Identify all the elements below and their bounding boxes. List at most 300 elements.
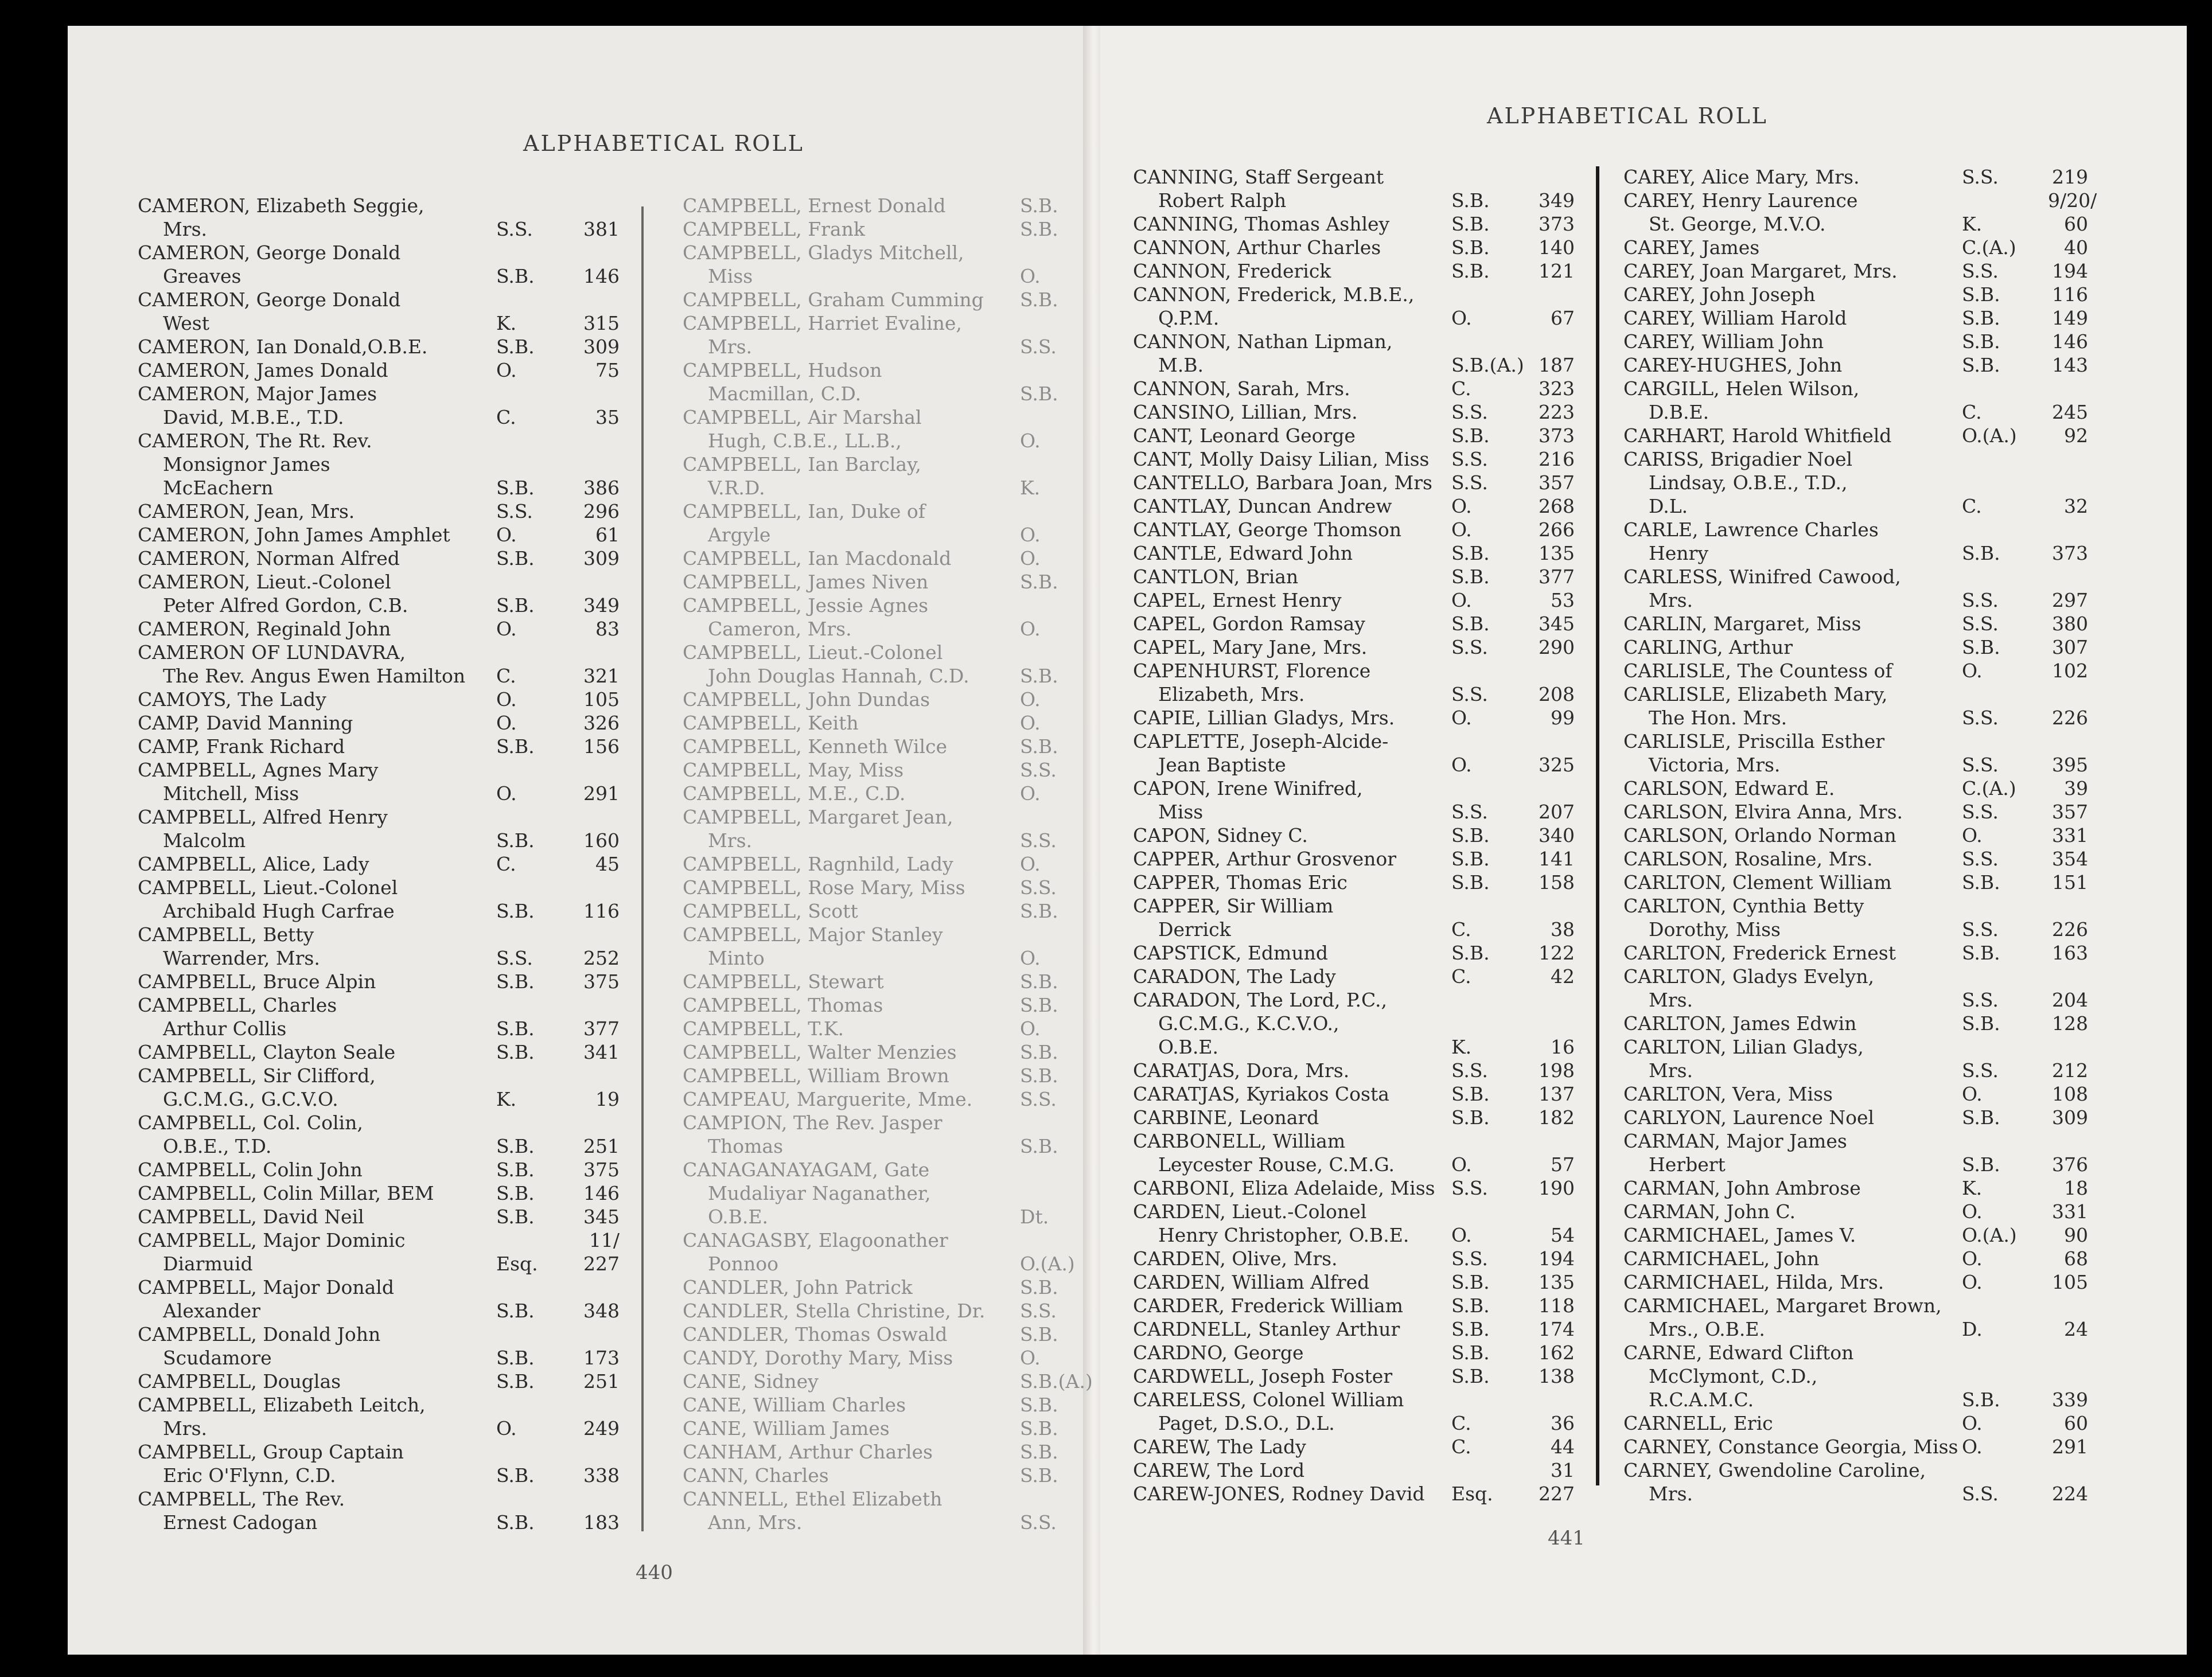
entry-name: Elizabeth, Mrs. bbox=[1158, 683, 1305, 705]
entry-name: CANNON, Frederick, M.B.E., bbox=[1133, 283, 1415, 306]
right-page-header: ALPHABETICAL ROLL bbox=[1487, 103, 1768, 128]
entry-name: John Douglas Hannah, C.D. bbox=[708, 665, 969, 687]
entry-name: Arthur Collis bbox=[163, 1017, 287, 1040]
entry-page-ref: 75 bbox=[595, 359, 620, 381]
entry-page-ref: 9/20/ bbox=[2048, 189, 2097, 212]
entry-page-ref: 16 bbox=[1551, 1036, 1575, 1058]
roll-entry-line bbox=[1133, 212, 1603, 236]
roll-entry-line bbox=[1133, 635, 1603, 659]
roll-entry-line bbox=[683, 993, 1078, 1017]
entry-name: CANNON, Frederick bbox=[1133, 260, 1331, 282]
entry-page-ref: 54 bbox=[1551, 1224, 1575, 1246]
right-column-1 bbox=[1133, 165, 1603, 1506]
entry-name: CARMICHAEL, Margaret Brown, bbox=[1623, 1294, 1942, 1317]
roll-entry-line bbox=[138, 1464, 620, 1487]
roll-entry-line bbox=[138, 1205, 620, 1228]
roll-entry-line bbox=[1133, 1012, 1603, 1035]
entry-page-ref: 44 bbox=[1551, 1436, 1575, 1458]
entry-award-code: S.S. bbox=[1020, 1088, 1057, 1110]
entry-name: CAMPBELL, James Niven bbox=[683, 571, 929, 593]
entry-name: CAMPBELL, Sir Clifford, bbox=[138, 1064, 376, 1087]
entry-award-code: Dt. bbox=[1020, 1206, 1049, 1228]
entry-name: CARGILL, Helen Wilson, bbox=[1623, 377, 1860, 400]
entry-name: CANNING, Thomas Ashley bbox=[1133, 213, 1390, 235]
entry-name: CAMP, David Manning bbox=[138, 712, 353, 734]
entry-award-code: S.S. bbox=[1451, 636, 1488, 658]
entry-page-ref: 11/ bbox=[589, 1229, 620, 1251]
entry-page-ref: 373 bbox=[2052, 542, 2088, 564]
entry-name: CAPIE, Lillian Gladys, Mrs. bbox=[1133, 707, 1395, 729]
roll-entry-line bbox=[138, 429, 620, 453]
entry-award-code: O. bbox=[1020, 524, 1041, 546]
entry-page-ref: 99 bbox=[1551, 707, 1575, 729]
entry-name: Mrs. bbox=[163, 218, 207, 240]
roll-entry-line bbox=[1133, 1106, 1603, 1129]
roll-entry-line bbox=[683, 899, 1078, 923]
entry-award-code: S.S. bbox=[1451, 1059, 1488, 1082]
roll-entry-line bbox=[1623, 941, 2111, 965]
roll-entry-line bbox=[138, 688, 620, 711]
entry-name: CAMPEAU, Marguerite, Mme. bbox=[683, 1088, 973, 1110]
entry-name: CARNELL, Eric bbox=[1623, 1412, 1773, 1434]
entry-award-code: S.B. bbox=[1020, 1417, 1058, 1440]
entry-page-ref: 325 bbox=[1539, 754, 1575, 776]
entry-page-ref: 348 bbox=[583, 1300, 620, 1322]
entry-name: CAMPBELL, Kenneth Wilce bbox=[683, 735, 948, 758]
entry-name: Henry Christopher, O.B.E. bbox=[1158, 1224, 1409, 1246]
entry-name: D.B.E. bbox=[1649, 401, 1709, 423]
entry-name: CAPPER, Arthur Grosvenor bbox=[1133, 848, 1397, 870]
entry-name: CAREY, Joan Margaret, Mrs. bbox=[1623, 260, 1898, 282]
roll-entry-line bbox=[1623, 1411, 2111, 1435]
entry-page-ref: 174 bbox=[1539, 1318, 1575, 1340]
roll-entry-line bbox=[1623, 541, 2111, 565]
roll-entry-line bbox=[138, 617, 620, 641]
roll-entry-line bbox=[1133, 777, 1603, 800]
entry-name: CAMERON, John James Amphlet bbox=[138, 524, 450, 546]
entry-page-ref: 35 bbox=[595, 406, 620, 428]
entry-name: Mrs. bbox=[1649, 1059, 1693, 1082]
entry-name: CAMPBELL, The Rev. bbox=[138, 1488, 345, 1510]
entry-page-ref: 36 bbox=[1551, 1412, 1575, 1434]
entry-award-code: S.B. bbox=[1962, 1012, 2000, 1035]
entry-page-ref: 57 bbox=[1551, 1153, 1575, 1176]
entry-award-code: S.B. bbox=[496, 1206, 535, 1228]
entry-award-code: O.(A.) bbox=[1020, 1253, 1075, 1275]
entry-name: CAMOYS, The Lady bbox=[138, 688, 326, 711]
entry-award-code: S.B. bbox=[1962, 1106, 2000, 1129]
roll-entry-line bbox=[683, 453, 1078, 476]
entry-page-ref: 309 bbox=[2052, 1106, 2088, 1129]
entry-name: CAMERON, George Donald bbox=[138, 288, 401, 311]
entry-award-code: S.B. bbox=[496, 336, 535, 358]
entry-page-ref: 251 bbox=[583, 1135, 620, 1157]
entry-name: CARNEY, Gwendoline Caroline, bbox=[1623, 1459, 1926, 1481]
entry-award-code: S.B. bbox=[496, 1300, 535, 1322]
entry-page-ref: 349 bbox=[1539, 189, 1575, 212]
entry-name: CAMPBELL, Keith bbox=[683, 712, 859, 734]
entry-name: CARLIN, Margaret, Miss bbox=[1623, 613, 1861, 635]
entry-name: CAMPION, The Rev. Jasper bbox=[683, 1112, 943, 1134]
entry-name: CARLE, Lawrence Charles bbox=[1623, 518, 1879, 541]
roll-entry-line bbox=[683, 617, 1078, 641]
entry-name: CARLSON, Orlando Norman bbox=[1623, 824, 1896, 847]
entry-award-code: C.(A.) bbox=[1962, 236, 2016, 259]
entry-name: Archibald Hugh Carfrae bbox=[163, 900, 395, 922]
roll-entry-line bbox=[138, 1511, 620, 1534]
entry-page-ref: 376 bbox=[2052, 1153, 2088, 1176]
entry-award-code: S.S. bbox=[1962, 848, 1999, 870]
entry-name: CARBONI, Eliza Adelaide, Miss bbox=[1133, 1177, 1435, 1199]
entry-name: CAMERON, George Donald bbox=[138, 241, 401, 264]
roll-entry-line bbox=[138, 1370, 620, 1393]
entry-name: G.C.M.G., G.C.V.O. bbox=[163, 1088, 338, 1110]
roll-entry-line bbox=[1133, 847, 1603, 871]
roll-entry-line bbox=[138, 923, 620, 946]
entry-name: CAMERON, Jean, Mrs. bbox=[138, 500, 355, 522]
roll-entry-line bbox=[683, 782, 1078, 805]
entry-name: CARBINE, Leonard bbox=[1133, 1106, 1319, 1129]
entry-name: Greaves bbox=[163, 265, 242, 287]
roll-entry-line bbox=[1623, 706, 2111, 730]
roll-entry-line bbox=[1133, 1435, 1603, 1458]
entry-page-ref: 92 bbox=[2064, 424, 2088, 447]
entry-name: CAMPBELL, William Brown bbox=[683, 1064, 949, 1087]
entry-name: Henry bbox=[1649, 542, 1708, 564]
roll-entry-line bbox=[683, 1487, 1078, 1511]
entry-award-code: S.B. bbox=[1451, 871, 1490, 894]
entry-name: CARMICHAEL, John bbox=[1623, 1247, 1820, 1270]
roll-entry-line bbox=[683, 688, 1078, 711]
entry-page-ref: 291 bbox=[583, 782, 620, 805]
entry-name: CAMERON, Norman Alfred bbox=[138, 547, 400, 570]
entry-award-code: O. bbox=[1020, 853, 1041, 875]
entry-name: CAPEL, Gordon Ramsay bbox=[1133, 613, 1365, 635]
roll-entry-line bbox=[138, 194, 620, 217]
roll-entry-line bbox=[1623, 1482, 2111, 1506]
entry-page-ref: 377 bbox=[1539, 566, 1575, 588]
roll-entry-line bbox=[1623, 659, 2111, 682]
roll-entry-line bbox=[1133, 377, 1603, 400]
entry-name: CAREY, James bbox=[1623, 236, 1760, 259]
entry-award-code: S.S. bbox=[1962, 918, 1999, 941]
roll-entry-line bbox=[1623, 635, 2111, 659]
entry-page-ref: 138 bbox=[1539, 1365, 1575, 1387]
entry-award-code: S.B. bbox=[1451, 1083, 1490, 1105]
entry-name: CAMPBELL, Stewart bbox=[683, 970, 884, 993]
entry-page-ref: 345 bbox=[583, 1206, 620, 1228]
entry-name: Miss bbox=[708, 265, 753, 287]
roll-entry-line bbox=[1133, 800, 1603, 824]
entry-award-code: S.B. bbox=[1020, 571, 1058, 593]
entry-name: CAMPBELL, Clayton Seale bbox=[138, 1041, 396, 1063]
entry-award-code: S.S. bbox=[1962, 166, 1999, 188]
roll-entry-line bbox=[1623, 471, 2111, 494]
roll-entry-line bbox=[683, 1464, 1078, 1487]
entry-award-code: C. bbox=[496, 665, 516, 687]
entry-name: CARBONELL, William bbox=[1133, 1130, 1346, 1152]
roll-entry-line bbox=[683, 500, 1078, 523]
entry-page-ref: 323 bbox=[1539, 377, 1575, 400]
entry-name: CAREY, William John bbox=[1623, 330, 1824, 353]
entry-name: CAMPBELL, Harriet Evaline, bbox=[683, 312, 962, 334]
entry-name: CANDLER, Stella Christine, Dr. bbox=[683, 1300, 986, 1322]
entry-award-code: K. bbox=[496, 312, 517, 334]
entry-name: CARMAN, John Ambrose bbox=[1623, 1177, 1861, 1199]
entry-page-ref: 309 bbox=[583, 547, 620, 570]
roll-entry-line bbox=[1133, 1153, 1603, 1176]
roll-entry-line bbox=[1623, 1270, 2111, 1294]
roll-entry-line bbox=[1133, 706, 1603, 730]
entry-name: CANTELLO, Barbara Joan, Mrs bbox=[1133, 471, 1432, 494]
entry-award-code: S.S. bbox=[1962, 613, 1999, 635]
entry-page-ref: 357 bbox=[1539, 471, 1575, 494]
entry-award-code: O. bbox=[1962, 1436, 1983, 1458]
roll-entry-line bbox=[1133, 1411, 1603, 1435]
entry-award-code: S.B. bbox=[1020, 194, 1058, 217]
entry-award-code: S.B. bbox=[496, 594, 535, 617]
roll-entry-line bbox=[1623, 1153, 2111, 1176]
entry-page-ref: 219 bbox=[2052, 166, 2088, 188]
roll-entry-line bbox=[683, 547, 1078, 570]
entry-name: CARELESS, Colonel William bbox=[1133, 1389, 1404, 1411]
entry-page-ref: 395 bbox=[2052, 754, 2088, 776]
right-page-number: 441 bbox=[1548, 1527, 1585, 1550]
entry-name: CANTLAY, Duncan Andrew bbox=[1133, 495, 1392, 517]
roll-entry-line bbox=[683, 429, 1078, 453]
roll-entry-line bbox=[683, 288, 1078, 311]
roll-entry-line bbox=[1133, 612, 1603, 635]
roll-entry-line bbox=[1133, 730, 1603, 753]
entry-award-code: S.S. bbox=[1020, 1511, 1057, 1534]
entry-award-code: S.B. bbox=[496, 1370, 535, 1393]
roll-entry-line bbox=[138, 1040, 620, 1064]
entry-award-code: S.B. bbox=[1020, 1323, 1058, 1346]
entry-award-code: S.B. bbox=[1020, 900, 1058, 922]
roll-entry-line bbox=[1623, 1223, 2111, 1247]
entry-page-ref: 291 bbox=[2052, 1436, 2088, 1458]
roll-entry-line bbox=[683, 711, 1078, 735]
entry-name: Malcolm bbox=[163, 829, 246, 852]
entry-name: CAREY, John Joseph bbox=[1623, 283, 1816, 306]
roll-entry-line bbox=[1133, 941, 1603, 965]
entry-award-code: S.B. bbox=[1451, 260, 1490, 282]
entry-award-code: S.B. bbox=[1020, 994, 1058, 1016]
entry-name: CAMERON, Lieut.-Colonel bbox=[138, 571, 391, 593]
entry-award-code: S.B. bbox=[1962, 330, 2000, 353]
roll-entry-line bbox=[1623, 730, 2111, 753]
roll-entry-line bbox=[1133, 659, 1603, 682]
entry-name: Mitchell, Miss bbox=[163, 782, 299, 805]
entry-award-code: O. bbox=[496, 712, 517, 734]
entry-name: CAMPBELL, Lieut.-Colonel bbox=[138, 876, 398, 899]
roll-entry-line bbox=[138, 852, 620, 876]
entry-page-ref: 223 bbox=[1539, 401, 1575, 423]
roll-entry-line bbox=[683, 194, 1078, 217]
roll-entry-line bbox=[138, 453, 620, 476]
entry-name: CARMICHAEL, James V. bbox=[1623, 1224, 1856, 1246]
roll-entry-line bbox=[1623, 824, 2111, 847]
entry-name: Derrick bbox=[1158, 918, 1231, 941]
roll-entry-line bbox=[138, 1158, 620, 1181]
entry-name: CAMPBELL, Ernest Donald bbox=[683, 194, 946, 217]
entry-award-code: S.B. bbox=[1020, 288, 1058, 311]
entry-page-ref: 187 bbox=[1539, 354, 1575, 376]
entry-name: West bbox=[163, 312, 209, 334]
entry-award-code: O.(A.) bbox=[1962, 424, 2017, 447]
entry-page-ref: 290 bbox=[1539, 636, 1575, 658]
roll-entry-line bbox=[1133, 1176, 1603, 1200]
entry-award-code: C. bbox=[496, 406, 516, 428]
entry-award-code: S.S. bbox=[1451, 683, 1488, 705]
entry-award-code: O. bbox=[1020, 547, 1041, 570]
entry-name: CAPEL, Ernest Henry bbox=[1133, 589, 1342, 611]
entry-page-ref: 61 bbox=[595, 524, 620, 546]
entry-award-code: S.B. bbox=[496, 970, 535, 993]
roll-entry-line bbox=[1623, 753, 2111, 777]
entry-award-code: S.B. bbox=[1451, 824, 1490, 847]
entry-award-code: O. bbox=[496, 359, 517, 381]
entry-name: CARMAN, Major James bbox=[1623, 1130, 1847, 1152]
roll-entry-line bbox=[138, 1111, 620, 1134]
entry-name: Mrs. bbox=[1649, 589, 1693, 611]
entry-name: O.B.E. bbox=[708, 1206, 768, 1228]
entry-name: CAPPER, Sir William bbox=[1133, 895, 1334, 917]
entry-award-code: S.B. bbox=[496, 1464, 535, 1487]
entry-page-ref: 194 bbox=[1539, 1247, 1575, 1270]
entry-page-ref: 227 bbox=[583, 1253, 620, 1275]
entry-name: CAMPBELL, Group Captain bbox=[138, 1441, 404, 1463]
roll-entry-line bbox=[138, 1064, 620, 1087]
entry-name: CARATJAS, Kyriakos Costa bbox=[1133, 1083, 1389, 1105]
entry-page-ref: 249 bbox=[583, 1417, 620, 1440]
roll-entry-line bbox=[138, 829, 620, 852]
entry-award-code: C. bbox=[1451, 918, 1471, 941]
roll-entry-line bbox=[683, 1417, 1078, 1440]
roll-entry-line bbox=[1133, 1059, 1603, 1082]
roll-entry-line bbox=[1133, 330, 1603, 353]
entry-page-ref: 67 bbox=[1551, 307, 1575, 329]
entry-award-code: S.B. bbox=[1451, 542, 1490, 564]
entry-award-code: C. bbox=[1451, 1412, 1471, 1434]
entry-name: CAMPBELL, Graham Cumming bbox=[683, 288, 984, 311]
roll-entry-line bbox=[1623, 165, 2111, 189]
entry-page-ref: 40 bbox=[2064, 236, 2088, 259]
entry-award-code: S.B. bbox=[1451, 213, 1490, 235]
roll-entry-line bbox=[138, 1134, 620, 1158]
entry-name: Alexander bbox=[163, 1300, 260, 1322]
entry-name: CAMPBELL, Walter Menzies bbox=[683, 1041, 957, 1063]
roll-entry-line bbox=[1623, 189, 2111, 212]
entry-award-code: S.B. bbox=[496, 829, 535, 852]
roll-entry-line bbox=[138, 241, 620, 264]
entry-page-ref: 146 bbox=[2052, 330, 2088, 353]
entry-name: CAMPBELL, M.E., C.D. bbox=[683, 782, 906, 805]
entry-name: CARLISLE, Priscilla Esther bbox=[1623, 730, 1885, 752]
roll-entry-line bbox=[1623, 612, 2111, 635]
roll-entry-line bbox=[138, 1323, 620, 1346]
entry-name: Eric O'Flynn, C.D. bbox=[163, 1464, 336, 1487]
entry-award-code: O. bbox=[496, 618, 517, 640]
roll-entry-line bbox=[138, 782, 620, 805]
entry-page-ref: 373 bbox=[1539, 424, 1575, 447]
entry-name: CAREY, Henry Laurence bbox=[1623, 189, 1858, 212]
entry-award-code: K. bbox=[1962, 213, 1983, 235]
entry-name: CANNING, Staff Sergeant bbox=[1133, 166, 1384, 188]
entry-name: CAMPBELL, Hudson bbox=[683, 359, 882, 381]
entry-page-ref: 151 bbox=[2052, 871, 2088, 894]
roll-entry-line bbox=[138, 405, 620, 429]
roll-entry-line bbox=[1133, 894, 1603, 918]
roll-entry-line bbox=[1133, 353, 1603, 377]
entry-page-ref: 338 bbox=[583, 1464, 620, 1487]
roll-entry-line bbox=[683, 1181, 1078, 1205]
entry-award-code: O. bbox=[496, 524, 517, 546]
entry-name: CAMERON, James Donald bbox=[138, 359, 388, 381]
entry-page-ref: 128 bbox=[2052, 1012, 2088, 1035]
entry-award-code: O. bbox=[1020, 688, 1041, 711]
entry-award-code: S.S. bbox=[1962, 801, 1999, 823]
roll-entry-line bbox=[1623, 447, 2111, 471]
entry-name: CANNON, Arthur Charles bbox=[1133, 236, 1381, 259]
entry-award-code: S.B. bbox=[496, 1511, 535, 1534]
roll-entry-line bbox=[1133, 1270, 1603, 1294]
roll-entry-line bbox=[683, 1323, 1078, 1346]
entry-name: Dorothy, Miss bbox=[1649, 918, 1781, 941]
entry-award-code: C. bbox=[1451, 965, 1471, 988]
entry-award-code: S.B.(A.) bbox=[1451, 354, 1524, 376]
roll-entry-line bbox=[138, 264, 620, 288]
entry-name: CANDLER, John Patrick bbox=[683, 1276, 913, 1298]
entry-award-code: S.B. bbox=[1451, 1271, 1490, 1293]
entry-name: CANNON, Nathan Lipman, bbox=[1133, 330, 1393, 353]
entry-award-code: C. bbox=[496, 853, 516, 875]
entry-page-ref: 224 bbox=[2052, 1483, 2088, 1505]
entry-name: CAMPBELL, Lieut.-Colonel bbox=[683, 641, 943, 664]
entry-name: CAMP, Frank Richard bbox=[138, 735, 345, 758]
roll-entry-line bbox=[1623, 1458, 2111, 1482]
entry-name: CARLTON, Gladys Evelyn, bbox=[1623, 965, 1874, 988]
entry-award-code: O. bbox=[1962, 1271, 1983, 1293]
roll-entry-line bbox=[683, 523, 1078, 547]
entry-page-ref: 204 bbox=[2052, 989, 2088, 1011]
roll-entry-line bbox=[1623, 1388, 2111, 1411]
roll-entry-line bbox=[1133, 565, 1603, 588]
entry-page-ref: 340 bbox=[1539, 824, 1575, 847]
entry-award-code: S.B. bbox=[1451, 1341, 1490, 1364]
entry-name: Ann, Mrs. bbox=[708, 1511, 803, 1534]
roll-entry-line bbox=[683, 1158, 1078, 1181]
entry-name: CAPPER, Thomas Eric bbox=[1133, 871, 1348, 894]
entry-award-code: S.B. bbox=[1451, 566, 1490, 588]
entry-name: O.B.E., T.D. bbox=[163, 1135, 272, 1157]
entry-name: CANE, William James bbox=[683, 1417, 890, 1440]
roll-entry-line bbox=[1133, 494, 1603, 518]
entry-name: V.R.D. bbox=[708, 477, 765, 499]
roll-entry-line bbox=[1133, 753, 1603, 777]
entry-name: CAPON, Sidney C. bbox=[1133, 824, 1308, 847]
entry-name: CARLTON, Cynthia Betty bbox=[1623, 895, 1864, 917]
left-page-header: ALPHABETICAL ROLL bbox=[523, 131, 804, 156]
entry-name: CAPON, Irene Winifred, bbox=[1133, 777, 1363, 800]
entry-name: CARDEN, Olive, Mrs. bbox=[1133, 1247, 1338, 1270]
entry-award-code: S.S. bbox=[1962, 989, 1999, 1011]
entry-name: CAMPBELL, Frank bbox=[683, 218, 865, 240]
entry-award-code: S.B. bbox=[1962, 1389, 2000, 1411]
roll-entry-line bbox=[1133, 1482, 1603, 1506]
roll-entry-line bbox=[138, 1299, 620, 1323]
entry-name: CANE, Sidney bbox=[683, 1370, 819, 1393]
